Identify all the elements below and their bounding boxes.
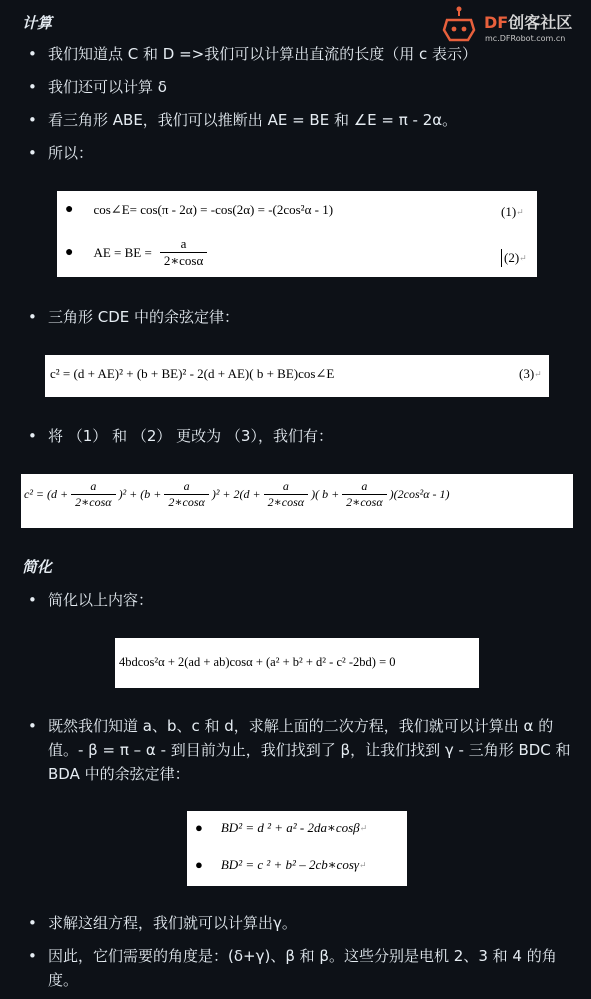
fraction — [342, 480, 386, 509]
fraction-numerator: a — [282, 479, 289, 493]
equation-box-5 — [187, 811, 407, 886]
equation-text: BD² = d ² + a² - 2da∗cosβ — [220, 820, 360, 835]
equation-text: 4bdcos²α + 2(ad + ab)cosα + (a² + b² + d² - c² -2bd) = 0 — [119, 655, 396, 669]
fraction-denominator: 2∗cosα — [71, 494, 115, 509]
fraction-numerator: a — [180, 236, 187, 251]
bullet-text: 因此，它们需要的角度是：(δ+γ)、β 和 β。这些分别是电机 2、3 和 4 的角度。 — [48, 947, 557, 989]
bullet-text: 所以： — [48, 144, 94, 162]
fraction-numerator: a — [90, 479, 97, 493]
logo-brand-text: DF创客社区 — [484, 13, 573, 32]
equation-text: c² = (d + — [24, 487, 69, 502]
equation-text: AE = BE = — [93, 244, 152, 260]
bullet-item — [28, 141, 576, 165]
equation-number-text: (1) — [501, 204, 517, 219]
bullet-item — [28, 714, 576, 786]
equation-row-2: ● BD² = c ² + b² – 2cb∗cosγ ↵ — [195, 857, 367, 872]
equation-text: )² + 2(d + — [211, 487, 261, 502]
fraction — [71, 480, 115, 509]
bullet-dot: • — [28, 717, 37, 735]
section-heading-simplify: 简化 — [22, 558, 53, 576]
fraction — [164, 480, 208, 509]
bullet-dot: ● — [195, 857, 203, 872]
bullet-item — [28, 75, 576, 99]
equation-text: BD² = c ² + b² – 2cb∗cosγ — [220, 857, 360, 872]
bullet-text: 简化以上内容： — [48, 591, 154, 609]
bullet-dot: • — [28, 947, 37, 965]
fraction — [160, 237, 207, 269]
bullet-dot: • — [28, 45, 37, 63]
fraction-denominator: 2∗cosα — [164, 494, 208, 509]
fraction — [264, 480, 308, 509]
bullet-text: 将 （1） 和 （2） 更改为 （3），我们有： — [48, 427, 333, 445]
bullet-dot: • — [28, 111, 37, 129]
equation-box-2 — [45, 355, 549, 397]
bullet-dot: ● — [65, 202, 74, 217]
bullet-text: 求解这组方程，我们就可以计算出γ。 — [48, 914, 297, 932]
bullet-item — [28, 424, 576, 448]
equation-box-3 — [21, 474, 573, 528]
fraction-numerator: a — [361, 479, 368, 493]
bullet-text: 既然我们知道 a、b、c 和 d，求解上面的二次方程，我们就可以计算出 α 的值。- β = π – α - 到目前为止，我们找到了 β，让我们找到 γ - 三角形 BDC 和 BDA 中的余弦定律： — [48, 717, 571, 783]
bullet-text: 看三角形 ABE，我们可以推断出 AE = BE 和 ∠E = π - 2α。 — [48, 111, 458, 129]
bullet-dot: • — [28, 144, 37, 162]
equation-text: c² = (d + AE)² + (b + BE)² - 2(d + AE)( b + BE)cos∠E — [50, 366, 335, 381]
bullet-text: 三角形 CDE 中的余弦定律： — [48, 308, 240, 326]
bullet-dot: • — [28, 427, 37, 445]
bullet-item — [28, 42, 576, 66]
equation-number: (3) ↵ — [519, 366, 542, 381]
equation-text: )² + (b + — [118, 487, 162, 502]
equation-text: cos∠E= cos(π - 2α) = -cos(2α) = -(2cos²α - 1) — [93, 202, 334, 217]
logo-brand — [484, 10, 572, 33]
bullet-dot: • — [28, 591, 37, 609]
logo-url: mc.DFRobot.com.cn — [485, 34, 566, 43]
equation-row-1 — [65, 202, 333, 218]
robot-icon — [438, 6, 480, 46]
bullet-dot: • — [28, 78, 37, 96]
equation-box-1 — [57, 191, 537, 277]
equation-text: )( b + — [311, 487, 340, 502]
equation-text: )(2cos²α - 1) — [389, 487, 450, 502]
equation-row-2 — [65, 237, 210, 269]
bullet-dot: • — [28, 308, 37, 326]
bullet-dot: • — [28, 914, 37, 932]
equation-row — [50, 366, 334, 382]
fraction-numerator: a — [183, 479, 190, 493]
fraction-denominator: 2∗cosα — [264, 494, 308, 509]
dfrobot-logo — [438, 6, 586, 46]
equation-box-4 — [115, 638, 479, 688]
fraction-denominator: 2∗cosα — [342, 494, 386, 509]
equation-row-1: ● BD² = d ² + a² - 2da∗cosβ ↵ — [195, 820, 368, 835]
bullet-item — [28, 305, 576, 329]
equation-number: (2) ↵ — [501, 249, 527, 267]
bullet-item — [28, 108, 576, 132]
bullet-item — [28, 944, 576, 992]
bullet-dot: ● — [65, 244, 74, 260]
equation-number: (1) ↵ — [501, 204, 524, 219]
bullet-text: 我们还可以计算 δ — [48, 78, 167, 96]
equation-row — [24, 480, 450, 509]
bullet-item — [28, 588, 576, 612]
equation-number-text: (2) — [504, 250, 520, 265]
fraction-denominator: 2∗cosα — [160, 252, 207, 268]
bullet-item — [28, 911, 576, 935]
bullet-dot: ● — [195, 820, 203, 835]
bullet-text: 我们知道点 C 和 D =>我们可以计算出直流的长度（用 c 表示） — [48, 45, 478, 63]
equation-number-text: (3) — [519, 366, 535, 381]
section-heading-calc: 计算 — [22, 14, 53, 32]
equation-row — [119, 655, 396, 670]
